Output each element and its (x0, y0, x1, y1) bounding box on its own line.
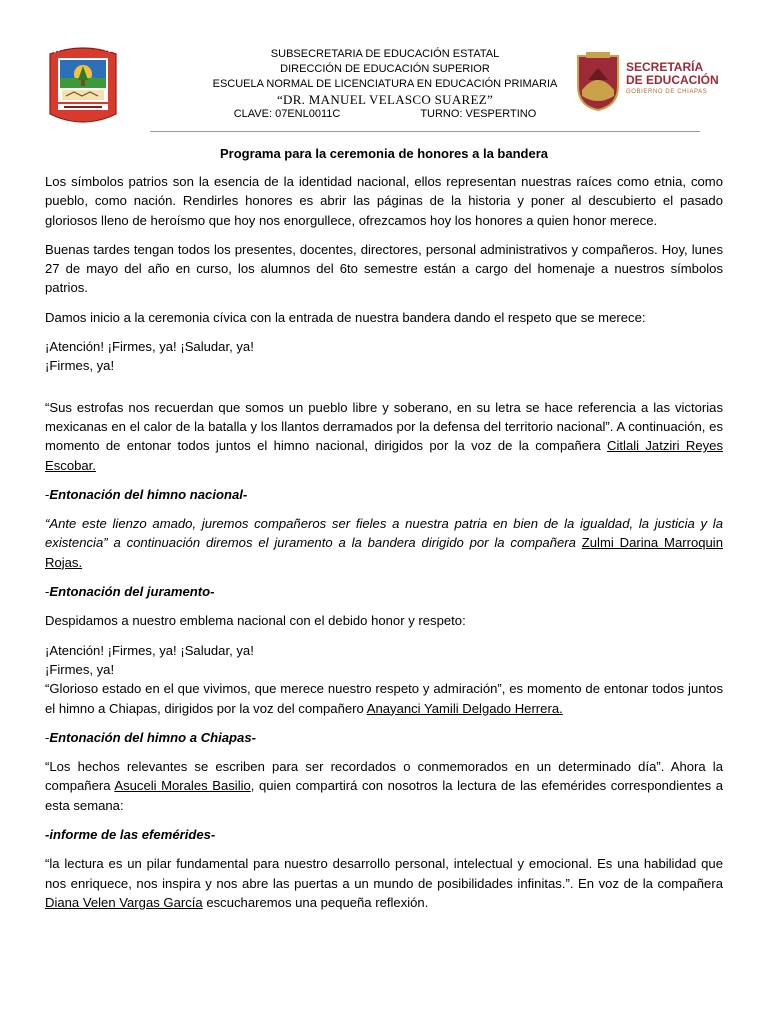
secretaria-logo-line1: SECRETARÍA (626, 60, 704, 74)
participant-name: Diana Velen Vargas García (45, 894, 203, 910)
heading-dash: - (45, 486, 50, 502)
school-logo (44, 44, 122, 128)
section-heading: -informe de las efemérides- (45, 827, 216, 843)
participant-name: Citlali Jatziri Reyes Escobar. (45, 438, 723, 473)
paragraph-himno-nacional (45, 398, 723, 475)
paragraph-text: escucharemos una pequeña reflexión. (202, 894, 429, 910)
paragraph-text: , quien compartirá con nosotros la lectura de las efemérides correspondientes a esta semana: (45, 778, 723, 813)
paragraph-greeting: Buenas tardes tengan todos los presentes, docentes, directores, personal administrativos y compañeros. Hoy, lunes 27 de mayo del año en curso, los alumnos del 6to semestre están a cargo del homenaje a nuestros símbolos patrios. (45, 241, 723, 296)
header-turno: TURNO: VESPERTINO (420, 108, 537, 120)
quote-text: “Ante este lienzo amado, juremos compañeros ser fieles a nuestra patria en bien de la igualdad, la justicia y la existencia” (45, 516, 723, 551)
paragraph-text: “Los hechos relevantes se escriben para ser recordados o conmemorados en un determinado día”. Ahora la compañera (45, 759, 723, 794)
header-line-subsecretaria: SUBSECRETARIA DE EDUCACIÓN ESTATAL (270, 48, 500, 60)
section-heading (45, 582, 723, 601)
command-line: ¡Firmes, ya! (45, 661, 115, 677)
header-clave: CLAVE: 07ENL0011C (233, 108, 341, 120)
heading-dash: - (45, 729, 50, 745)
heading-text: Entonación del juramento- (49, 584, 215, 600)
header-meta (190, 107, 580, 122)
document-header (190, 47, 580, 122)
section-heading (45, 485, 723, 504)
secretaria-logo-line2: DE EDUCACIÓN (626, 73, 719, 87)
paragraph-reflexion (45, 854, 723, 912)
command-line: ¡Atención! ¡Firmes, ya! ¡Saludar, ya! (45, 339, 254, 355)
header-line-direccion: DIRECCIÓN DE EDUCACIÓN SUPERIOR (280, 63, 490, 75)
paragraph-text: “la lectura es un pilar fundamental para nuestro desarrollo personal, intelectual y emocional. Es una habilidad que nos enriquece, nos inspira y nos abre las puertas a un mundo de posibilidades infinitas.”. En voz de la compañera (45, 856, 723, 891)
document-title: Programa para la ceremonia de honores a la bandera (219, 146, 548, 161)
command-line: ¡Firmes, ya! (45, 358, 115, 374)
paragraph-text: “Glorioso estado en el que vivimos, que merece nuestro respeto y admiración”, es momento de entonar todos juntos el himno a Chiapas, dirigidos por la voz del compañero (45, 681, 723, 716)
secretaria-logo-subtitle: GOBIERNO DE CHIAPAS (626, 89, 708, 95)
paragraph-efemerides (45, 757, 723, 815)
section-heading (45, 728, 723, 747)
spacer (45, 376, 723, 398)
paragraph-despedida: Despidamos a nuestro emblema nacional con el debido honor y respeto: (45, 613, 466, 629)
paragraph-start: Damos inicio a la ceremonia cívica con la entrada de nuestra bandera dando el respeto que se merece: (45, 309, 646, 325)
heading-dash: - (45, 584, 50, 600)
paragraph-text: “Sus estrofas nos recuerdan que somos un pueblo libre y soberano, en su letra se hace referencia a las victorias mexicanas en el calor de la batalla y los llantos derramados por la defensa del territorio nacional”. A continuación, es momento de entonar todos juntos el himno nacional, dirigidos por la voz de la compañera (45, 399, 723, 454)
participant-name: Asuceli Morales Basilio (114, 778, 251, 794)
heading-text: Entonación del himno nacional- (49, 486, 248, 502)
paragraph-himno-chiapas (45, 679, 723, 718)
header-line-escuela: ESCUELA NORMAL DE LICENCIATURA EN EDUCACIÓN PRIMARIA (212, 78, 558, 90)
command-line: ¡Atención! ¡Firmes, ya! ¡Saludar, ya! (45, 642, 254, 658)
paragraph-juramento (45, 514, 723, 572)
secretaria-logo (574, 50, 724, 114)
paragraph-text: a continuación diremos el juramento a la bandera dirigido por la compañera (107, 535, 582, 551)
header-school-name: “DR. MANUEL VELASCO SUAREZ” (276, 92, 494, 107)
document-body (45, 172, 723, 922)
secretaria-logo-text (626, 61, 719, 87)
participant-name: Anayanci Yamili Delgado Herrera. (366, 700, 563, 716)
paragraph-intro: Los símbolos patrios son la esencia de la identidad nacional, ellos representan nuestras raíces como etnia, como pueblo, como nación. Rendirles honores es abrir las páginas de la historia y poner al descubierto el pasado gloriosos lleno de heroísmo que hoy nos enorgullece, ofrezcamos hoy los honores a quien honor merece. (45, 174, 723, 228)
header-divider (150, 131, 700, 132)
participant-name: Zulmi Darina Marroquin Rojas. (45, 535, 723, 570)
heading-text: Entonación del himno a Chiapas- (49, 729, 256, 745)
